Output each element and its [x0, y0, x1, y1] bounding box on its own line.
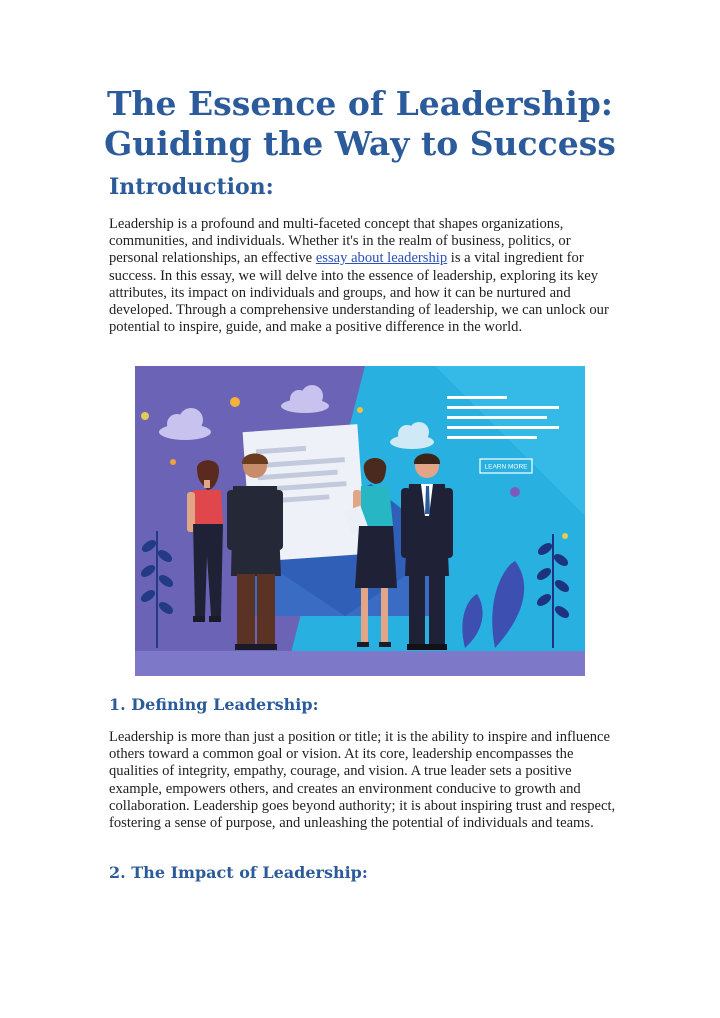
- intro-text-before-link: Leadership is a profound and multi-faceted concept that shapes organizations, communities, and individuals. Whether it's in the realm of business, politics, or personal relationships, an effective: [109, 216, 571, 267]
- leadership-illustration: [135, 366, 585, 676]
- yellow-dot: [357, 407, 363, 413]
- title-line-1: The Essence of Leadership:: [106, 84, 613, 123]
- ground-strip: [135, 651, 585, 676]
- essay-about-leadership-link[interactable]: essay about leadership: [315, 250, 448, 267]
- yellow-dot: [230, 397, 240, 407]
- intro-text-after-link: is a vital ingredient for success. In this essay, we will delve into the essence of leadership, exploring its key attributes, its impact on individuals and groups, and how it can be nurtured and developed. Through a comprehensive understanding of leadership, we can unlock our potential to inspire, guide, and make a positive difference in the world.: [109, 250, 609, 336]
- learn-more-label: LEARN MORE: [484, 463, 528, 471]
- introduction-paragraph: [109, 216, 621, 336]
- title-line-2: Guiding the Way to Success: [104, 124, 616, 163]
- section-2-heading: 2. The Impact of Leadership:: [109, 863, 368, 882]
- page-title: [90, 84, 630, 164]
- section-1-heading: 1. Defining Leadership:: [109, 695, 319, 714]
- yellow-dot: [141, 412, 149, 420]
- section-1-paragraph: Leadership is more than just a position or title; it is the ability to inspire and influence others toward a common goal or vision. At its core, leadership encompasses the qualities of integrity, empathy, courage, and vision. A true leader sets a positive example, empowers others, and creates an environment conducive to growth and collaboration. Leadership goes beyond authority; it is about inspiring trust and respect, fostering a sense of purpose, and unleashing the potential of individuals and teams.: [109, 729, 616, 832]
- introduction-heading: Introduction:: [109, 174, 274, 200]
- purple-dot: [510, 487, 520, 497]
- yellow-dot: [562, 533, 568, 539]
- orange-dot: [170, 459, 176, 465]
